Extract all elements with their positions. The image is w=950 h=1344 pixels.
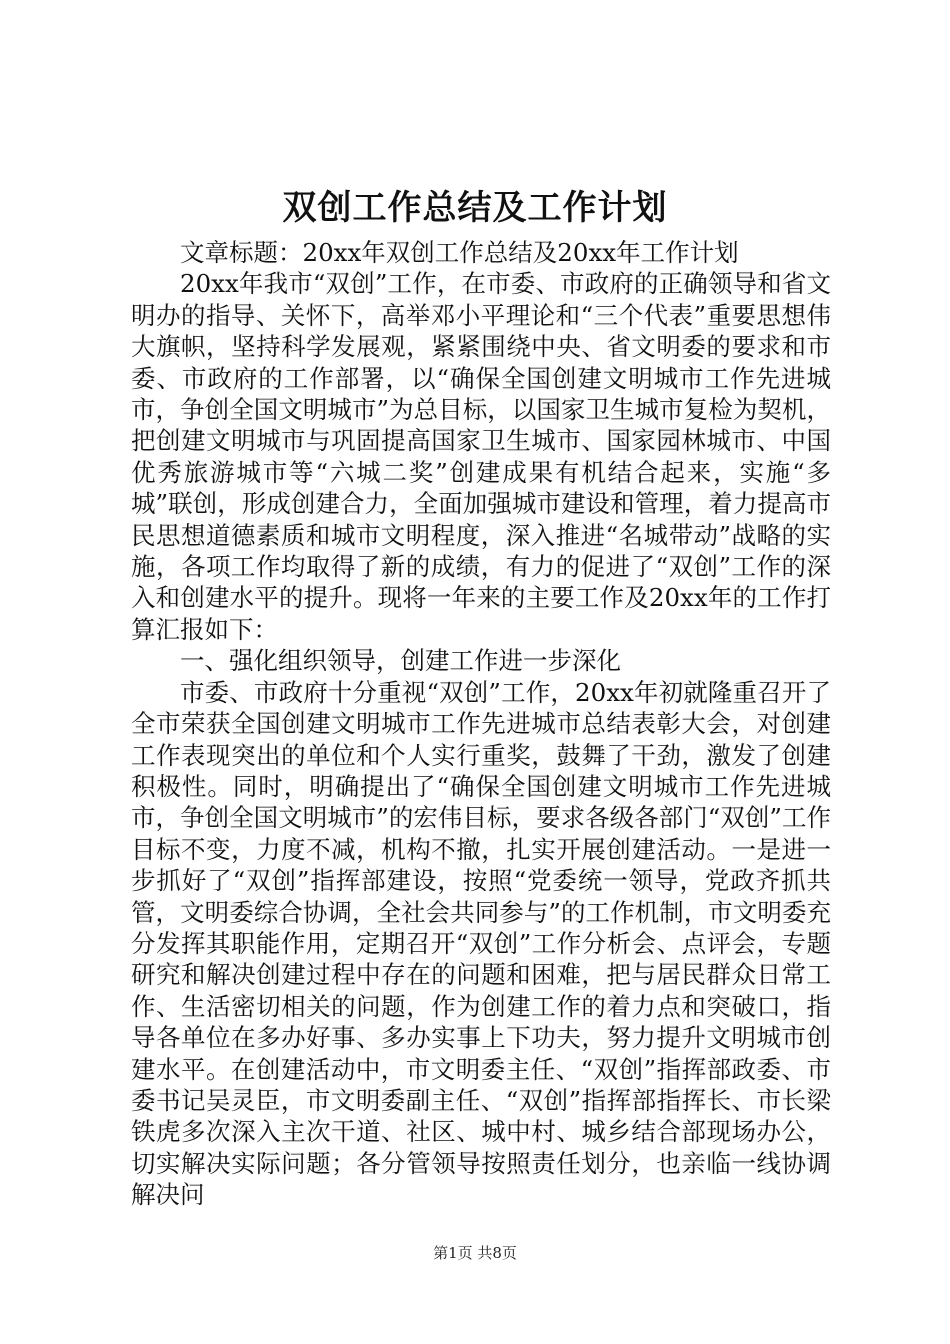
page-footer: 第1页 共8页	[433, 1244, 517, 1262]
document-body	[131, 237, 831, 1211]
document-title: 双创工作总结及工作计划	[282, 188, 668, 228]
intro-paragraph: 20xx年我市“双创”工作，在市委、市政府的正确领导和省文明办的指导、关怀下，高举邓小平理论和“三个代表”重要思想伟大旗帜，坚持科学发展观，紧紧围绕中央、省文明委的要求和市委、市政府的工作部署，以“确保全国创建文明城市工作先进城市，争创全国文明城市”为总目标，以国家卫生城市复检为契机，把创建文明城市与巩固提高国家卫生城市、国家园林城市、中国优秀旅游城市等“六城二奖”创建成果有机结合起来，实施“多城”联创，形成创建合力，全面加强城市建设和管理，着力提高市民思想道德素质和城市文明程度，深入推进“名城带动”战略的实施，各项工作均取得了新的成绩，有力的促进了“双创”工作的深入和创建水平的提升。现将一年来的主要工作及20xx年的工作打算汇报如下：	[131, 269, 831, 644]
section-paragraph: 市委、市政府十分重视“双创”工作，20xx年初就隆重召开了全市荣获全国创建文明城市工作先进城市总结表彰大会，对创建工作表现突出的单位和个人实行重奖，鼓舞了干劲，激发了创建积极性。同时，明确提出了“确保全国创建文明城市工作先进城市，争创全国文明城市”的宏伟目标，要求各级各部门“双创”工作目标不变，力度不减，机构不撤，扎实开展创建活动。一是进一步抓好了“双创”指挥部建设，按照“党委统一领导，党政齐抓共管，文明委综合协调，全社会共同参与”的工作机制，市文明委充分发挥其职能作用，定期召开“双创”工作分析会、点评会，专题研究和解决创建过程中存在的问题和困难，把与居民群众日常工作、生活密切相关的问题，作为创建工作的着力点和突破口，指导各单位在多办好事、多办实事上下功夫，努力提升文明城市创建水平。在创建活动中，市文明委主任、“双创”指挥部政委、市委书记吴灵臣，市文明委副主任、“双创”指挥部指挥长、市长梁铁虎多次深入主次干道、社区、城中村、城乡结合部现场办公，切实解决实际问题；各分管领导按照责任划分，也亲临一线协调解决问	[131, 677, 831, 1210]
article-heading-line: 文章标题：20xx年双创工作总结及20xx年工作计划	[180, 238, 739, 267]
section-heading: 一、强化组织领导，创建工作进一步深化	[180, 646, 621, 676]
